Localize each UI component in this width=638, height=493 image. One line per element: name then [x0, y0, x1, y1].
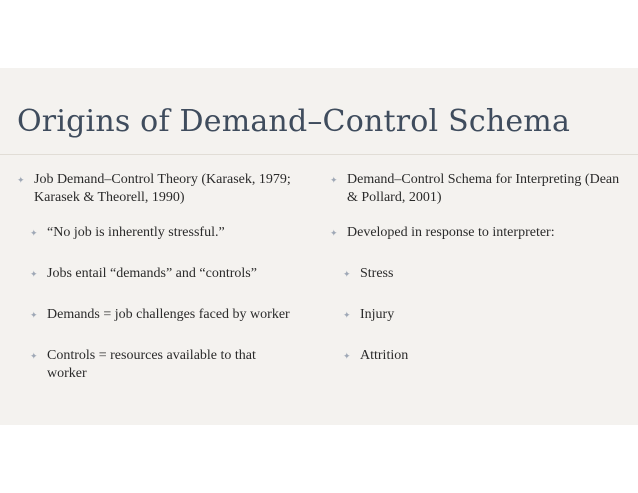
sub-bullet-item — [343, 306, 630, 324]
bullet-item — [330, 171, 630, 207]
right-column — [330, 171, 630, 388]
bullet-text: Controls = resources available to that worker — [47, 348, 256, 381]
sub-bullet-item — [343, 265, 630, 283]
sparkle-bullet-icon: ✦ — [30, 352, 38, 362]
slide-title: Origins of Demand–Control Schema — [17, 104, 571, 139]
sparkle-bullet-icon: ✦ — [330, 176, 338, 186]
bullet-item — [17, 171, 292, 207]
sub-bullet-item — [30, 224, 292, 242]
sparkle-bullet-icon: ✦ — [30, 270, 38, 280]
sparkle-bullet-icon: ✦ — [330, 229, 338, 239]
bullet-text: Demands = job challenges faced by worker — [47, 307, 290, 322]
sub-bullet-item — [30, 306, 292, 324]
bullet-text: Injury — [360, 307, 395, 322]
bullet-text: Stress — [360, 266, 394, 281]
sparkle-bullet-icon: ✦ — [343, 311, 351, 321]
sub-bullet-item — [30, 265, 292, 283]
bullet-item — [330, 224, 630, 242]
bullet-text: Developed in response to interpreter: — [347, 225, 555, 240]
sub-bullet-item — [343, 347, 630, 365]
sparkle-bullet-icon: ✦ — [30, 229, 38, 239]
left-column — [17, 171, 292, 406]
bullet-text: Job Demand–Control Theory (Karasek, 1979; Karasek & Theorell, 1990) — [34, 172, 291, 205]
sub-bullet-item — [30, 347, 292, 383]
sparkle-bullet-icon: ✦ — [30, 311, 38, 321]
bullet-text: Attrition — [360, 348, 409, 363]
sparkle-bullet-icon: ✦ — [343, 270, 351, 280]
sparkle-bullet-icon: ✦ — [343, 352, 351, 362]
bullet-text: Jobs entail “demands” and “controls” — [47, 266, 257, 281]
sparkle-bullet-icon: ✦ — [17, 176, 25, 186]
bullet-text: Demand–Control Schema for Interpreting (Dean & Pollard, 2001) — [347, 172, 620, 205]
slide — [0, 68, 638, 425]
title-divider — [0, 154, 638, 155]
bullet-text: “No job is inherently stressful.” — [47, 225, 225, 240]
